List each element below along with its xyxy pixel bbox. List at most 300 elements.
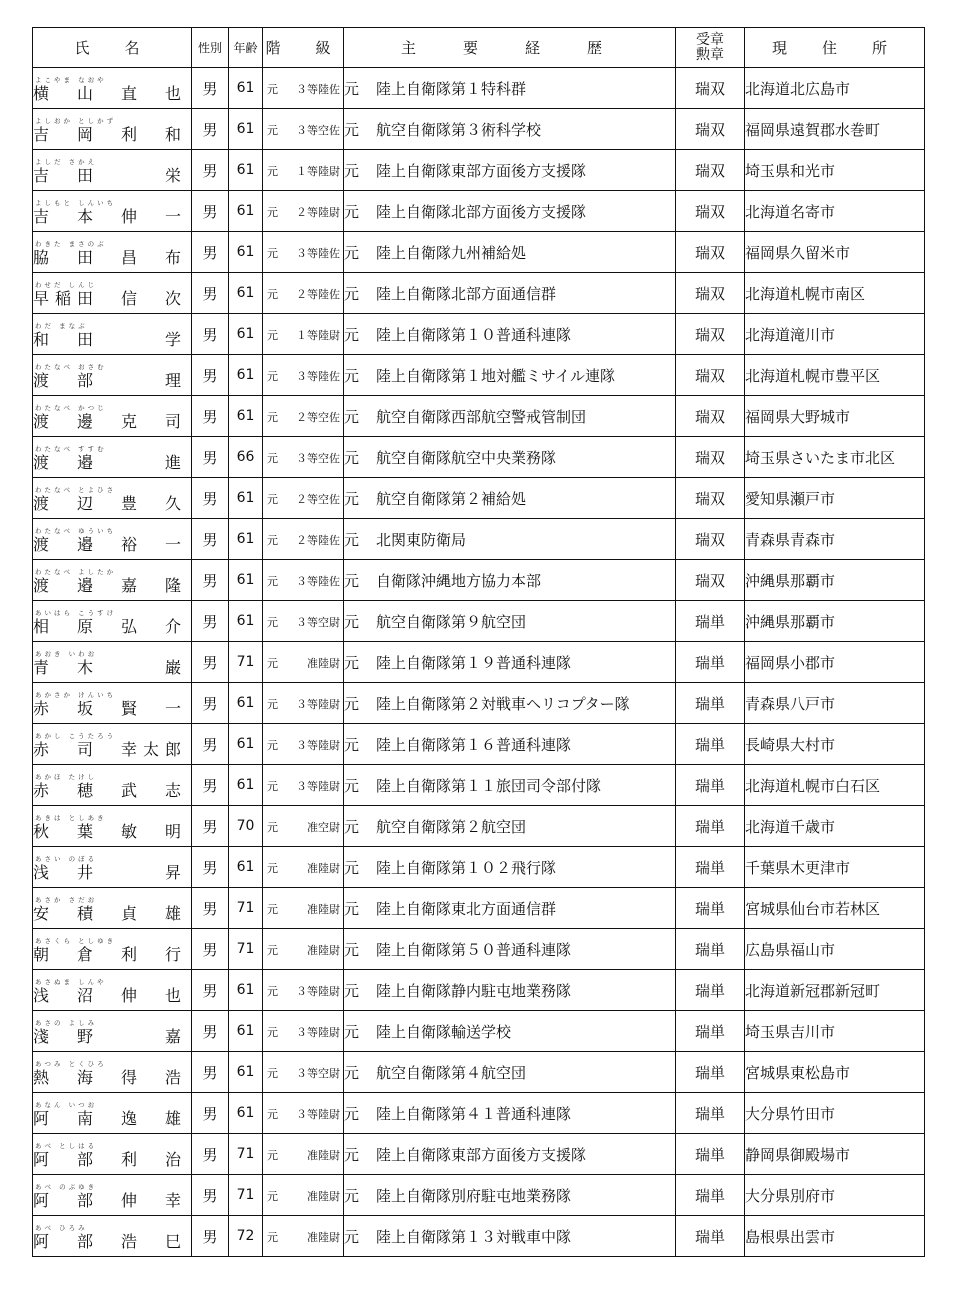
name-cell [33,1052,192,1093]
career-value: 航空自衛隊第２航空団 [376,817,527,836]
age-cell: 61 [229,724,263,765]
career-cell [344,519,676,560]
rank-value: 准陸尉 [307,903,340,916]
person-name: 赤 穂 武 志 [33,781,188,800]
career-prefix: 元 [344,489,360,508]
sex-cell: 男 [192,437,229,478]
rank-cell [263,191,344,232]
rank-value: ２等空佐 [296,493,340,506]
name-cell [33,437,192,478]
name-reading: わたなべ ゆういち [35,527,117,535]
header-name: 氏 名 [33,28,192,68]
age-cell: 61 [229,601,263,642]
career-value: 陸上自衛隊北部方面通信群 [376,284,557,303]
award-cell: 瑞単 [676,888,745,929]
person-name: 秋 葉 敏 明 [33,822,188,841]
rank-value: ３等陸尉 [296,739,340,752]
name-cell [33,109,192,150]
sex-cell: 男 [192,109,229,150]
name-cell [33,642,192,683]
name-reading: あさの よしみ [35,1019,98,1027]
career-prefix: 元 [344,79,360,98]
sex-cell: 男 [192,560,229,601]
name-cell [33,1175,192,1216]
person-name: 渡 邊 克 司 [33,412,188,431]
header-award-line2: 勲章 [696,46,724,63]
age-cell: 61 [229,109,263,150]
rank-value: ３等陸尉 [296,1108,340,1121]
name-cell [33,478,192,519]
name-cell [33,1011,192,1052]
name-cell [33,396,192,437]
award-cell: 瑞単 [676,601,745,642]
name-cell [33,519,192,560]
career-cell [344,929,676,970]
address-cell: 北海道名寄市 [745,191,925,232]
table-row [33,1093,925,1134]
rank-cell [263,970,344,1011]
name-cell [33,847,192,888]
sex-cell: 男 [192,314,229,355]
career-value: 陸上自衛隊輸送学校 [376,1022,512,1041]
rank-cell [263,847,344,888]
rank-prefix: 元 [267,1149,278,1162]
name-reading: よしおか としかず [35,117,117,125]
person-name: 渡 辺 豊 久 [33,494,188,513]
rank-cell [263,1175,344,1216]
address-cell: 大分県別府市 [745,1175,925,1216]
person-name: 赤 司 幸太郎 [33,740,188,759]
age-cell: 61 [229,150,263,191]
name-reading: わたなべ すすむ [35,445,107,453]
name-cell [33,806,192,847]
career-prefix: 元 [344,612,360,631]
career-value: 陸上自衛隊九州補給処 [376,243,527,262]
table-row [33,847,925,888]
sex-cell: 男 [192,847,229,888]
rank-cell [263,929,344,970]
header-row [33,28,925,68]
person-name: 吉 本 伸 一 [33,207,188,226]
person-name: 浅 井 昇 [33,863,188,882]
rank-prefix: 元 [267,616,278,629]
table-row [33,765,925,806]
name-cell [33,355,192,396]
name-reading: あつみ とくひろ [35,1060,107,1068]
address-cell: 愛知県瀬戸市 [745,478,925,519]
sex-cell: 男 [192,642,229,683]
career-cell [344,191,676,232]
name-cell [33,273,192,314]
career-cell [344,355,676,396]
award-cell: 瑞単 [676,1216,745,1257]
career-prefix: 元 [344,817,360,836]
career-value: 陸上自衛隊第１０２飛行隊 [376,858,557,877]
table-row [33,396,925,437]
age-cell: 70 [229,806,263,847]
career-cell [344,1011,676,1052]
rank-prefix: 元 [267,247,278,260]
rank-value: 准陸尉 [307,944,340,957]
name-reading: わたなべ おさむ [35,363,107,371]
award-cell: 瑞単 [676,1175,745,1216]
career-prefix: 元 [344,284,360,303]
rank-cell [263,724,344,765]
award-cell: 瑞単 [676,847,745,888]
address-cell: 長崎県大村市 [745,724,925,765]
career-value: 陸上自衛隊第１特科群 [376,79,527,98]
address-cell: 沖縄県那覇市 [745,560,925,601]
rank-prefix: 元 [267,575,278,588]
person-name: 早稲田 信 次 [33,289,188,308]
sex-cell: 男 [192,1134,229,1175]
sex-cell: 男 [192,765,229,806]
rank-value: 准陸尉 [307,657,340,670]
rank-cell [263,888,344,929]
rank-prefix: 元 [267,698,278,711]
career-prefix: 元 [344,366,360,385]
address-cell: 千葉県木更津市 [745,847,925,888]
person-name: 浅 沼 伸 也 [33,986,188,1005]
rank-value: 准陸尉 [307,1190,340,1203]
rank-prefix: 元 [267,821,278,834]
award-cell: 瑞単 [676,1052,745,1093]
sex-cell: 男 [192,355,229,396]
career-cell [344,970,676,1011]
rank-value: ３等陸佐 [296,370,340,383]
rank-value: ３等空佐 [296,124,340,137]
rank-prefix: 元 [267,83,278,96]
award-cell: 瑞双 [676,232,745,273]
award-cell: 瑞単 [676,765,745,806]
name-cell [33,191,192,232]
rank-cell [263,560,344,601]
age-cell: 61 [229,232,263,273]
award-cell: 瑞単 [676,1134,745,1175]
age-cell: 71 [229,1175,263,1216]
rank-prefix: 元 [267,452,278,465]
name-reading: あいはら こうすけ [35,609,117,617]
rank-value: ２等陸尉 [296,206,340,219]
rank-value: ３等陸尉 [296,1026,340,1039]
award-cell: 瑞単 [676,929,745,970]
table-row [33,1216,925,1257]
address-cell: 福岡県遠賀郡水巻町 [745,109,925,150]
career-prefix: 元 [344,448,360,467]
sex-cell: 男 [192,1052,229,1093]
rank-cell [263,642,344,683]
sex-cell: 男 [192,396,229,437]
career-cell [344,314,676,355]
name-cell [33,314,192,355]
career-value: 陸上自衛隊東部方面後方支援隊 [376,1145,587,1164]
award-cell: 瑞双 [676,150,745,191]
address-cell: 埼玉県和光市 [745,150,925,191]
career-prefix: 元 [344,694,360,713]
address-cell: 北海道千歳市 [745,806,925,847]
rank-cell [263,314,344,355]
header-award-line1: 受章 [696,31,724,48]
person-name: 阿 南 逸 雄 [33,1109,188,1128]
age-cell: 61 [229,273,263,314]
name-cell [33,765,192,806]
table-row [33,642,925,683]
rank-value: ３等空佐 [296,452,340,465]
age-cell: 61 [229,1093,263,1134]
age-cell: 61 [229,847,263,888]
rank-value: ３等空尉 [296,616,340,629]
name-reading: わたなべ とよひさ [35,486,117,494]
age-cell: 61 [229,191,263,232]
sex-cell: 男 [192,888,229,929]
career-value: 航空自衛隊第２補給処 [376,489,527,508]
table-row [33,150,925,191]
career-prefix: 元 [344,1063,360,1082]
address-cell: 北海道札幌市白石区 [745,765,925,806]
career-value: 陸上自衛隊第１３対戦車中隊 [376,1227,572,1246]
rank-prefix: 元 [267,780,278,793]
sex-cell: 男 [192,929,229,970]
rank-prefix: 元 [267,534,278,547]
career-cell [344,724,676,765]
person-name: 和 田 学 [33,330,188,349]
career-cell [344,68,676,109]
career-prefix: 元 [344,1145,360,1164]
award-cell: 瑞双 [676,191,745,232]
table-row [33,929,925,970]
sex-cell: 男 [192,1175,229,1216]
career-cell [344,806,676,847]
rank-cell [263,232,344,273]
table-row [33,355,925,396]
name-reading: わせだ しんじ [35,281,98,289]
career-cell [344,1093,676,1134]
age-cell: 61 [229,68,263,109]
career-prefix: 元 [344,120,360,139]
career-prefix: 元 [344,858,360,877]
career-prefix: 元 [344,981,360,1000]
career-prefix: 元 [344,202,360,221]
person-name: 渡 邉 進 [33,453,188,472]
person-name: 熱 海 得 浩 [33,1068,188,1087]
name-cell [33,68,192,109]
address-cell: 北海道北広島市 [745,68,925,109]
rank-value: １等陸尉 [296,165,340,178]
table-row [33,724,925,765]
name-cell [33,560,192,601]
sex-cell: 男 [192,478,229,519]
name-reading: あべ ひろみ [35,1224,88,1232]
rank-prefix: 元 [267,1067,278,1080]
career-prefix: 元 [344,940,360,959]
sex-cell: 男 [192,68,229,109]
rank-value: 准陸尉 [307,1231,340,1244]
career-cell [344,1175,676,1216]
rank-cell [263,601,344,642]
rank-cell [263,68,344,109]
rank-value: ３等陸尉 [296,985,340,998]
rank-cell [263,150,344,191]
sex-cell: 男 [192,1216,229,1257]
table-row [33,437,925,478]
age-cell: 61 [229,970,263,1011]
header-career: 主 要 経 歴 [344,28,676,68]
rank-prefix: 元 [267,944,278,957]
table-row [33,560,925,601]
sex-cell: 男 [192,519,229,560]
rank-cell [263,806,344,847]
rank-prefix: 元 [267,1026,278,1039]
address-cell: 埼玉県吉川市 [745,1011,925,1052]
name-cell [33,724,192,765]
address-cell: 宮城県東松島市 [745,1052,925,1093]
sex-cell: 男 [192,150,229,191]
career-cell [344,765,676,806]
rank-cell [263,683,344,724]
career-cell [344,273,676,314]
name-reading: あなん いつお [35,1101,98,1109]
rank-prefix: 元 [267,1231,278,1244]
age-cell: 72 [229,1216,263,1257]
rank-value: ３等陸佐 [296,575,340,588]
address-cell: 北海道札幌市南区 [745,273,925,314]
address-cell: 北海道新冠郡新冠町 [745,970,925,1011]
career-value: 自衛隊沖縄地方協力本部 [376,571,542,590]
rank-prefix: 元 [267,985,278,998]
career-value: 北関東防衛局 [376,530,467,549]
sex-cell: 男 [192,1011,229,1052]
career-cell [344,109,676,150]
career-value: 航空自衛隊航空中央業務隊 [376,448,557,467]
sex-cell: 男 [192,970,229,1011]
table-row [33,191,925,232]
career-value: 航空自衛隊第４航空団 [376,1063,527,1082]
person-name: 赤 坂 賢 一 [33,699,188,718]
table-row [33,232,925,273]
name-reading: よしだ さかえ [35,158,98,166]
award-cell: 瑞双 [676,355,745,396]
address-cell: 青森県八戸市 [745,683,925,724]
name-reading: あさい のぼる [35,855,98,863]
rank-cell [263,1011,344,1052]
career-value: 陸上自衛隊第５０普通科連隊 [376,940,572,959]
person-name: 安 積 貞 雄 [33,904,188,923]
career-value: 陸上自衛隊東部方面後方支援隊 [376,161,587,180]
career-value: 陸上自衛隊別府駐屯地業務隊 [376,1186,572,1205]
person-name: 淺 野 嘉 [33,1027,188,1046]
name-reading: あかし こうたろう [35,732,117,740]
rank-cell [263,396,344,437]
table-row [33,1175,925,1216]
age-cell: 61 [229,396,263,437]
career-value: 陸上自衛隊第２対戦車ヘリコプター隊 [376,694,630,713]
rank-value: ２等空佐 [296,411,340,424]
career-prefix: 元 [344,407,360,426]
table-row [33,519,925,560]
name-reading: あさくら としゆき [35,937,117,945]
rank-prefix: 元 [267,206,278,219]
career-prefix: 元 [344,161,360,180]
address-cell: 福岡県大野城市 [745,396,925,437]
rank-value: ３等陸佐 [296,247,340,260]
address-cell: 福岡県久留米市 [745,232,925,273]
address-cell: 埼玉県さいたま市北区 [745,437,925,478]
rank-prefix: 元 [267,1108,278,1121]
award-cell: 瑞双 [676,560,745,601]
name-reading: あかほ たけし [35,773,98,781]
career-cell [344,1216,676,1257]
career-cell [344,1134,676,1175]
career-cell [344,683,676,724]
age-cell: 61 [229,1011,263,1052]
person-name: 渡 部 理 [33,371,188,390]
person-name: 吉 田 栄 [33,166,188,185]
header-award [676,28,745,68]
career-cell [344,150,676,191]
name-cell [33,150,192,191]
career-value: 航空自衛隊第９航空団 [376,612,527,631]
career-value: 陸上自衛隊第１地対艦ミサイル連隊 [376,366,615,385]
award-cell: 瑞単 [676,724,745,765]
career-value: 航空自衛隊第３術科学校 [376,120,542,139]
rank-cell [263,437,344,478]
rank-cell [263,109,344,150]
rank-value: ３等空尉 [296,1067,340,1080]
age-cell: 61 [229,314,263,355]
age-cell: 71 [229,929,263,970]
name-reading: わだ まなぶ [35,322,88,330]
rank-prefix: 元 [267,329,278,342]
rank-prefix: 元 [267,411,278,424]
address-cell: 宮城県仙台市若林区 [745,888,925,929]
person-name: 脇 田 昌 布 [33,248,188,267]
person-name: 阿 部 利 治 [33,1150,188,1169]
award-cell: 瑞単 [676,642,745,683]
career-value: 陸上自衛隊第１６普通科連隊 [376,735,572,754]
age-cell: 61 [229,478,263,519]
header-address: 現 住 所 [745,28,925,68]
name-reading: あべ のぶゆき [35,1183,98,1191]
career-cell [344,847,676,888]
age-cell: 61 [229,519,263,560]
table-row [33,68,925,109]
rank-value: ２等陸佐 [296,288,340,301]
table-row [33,1052,925,1093]
name-reading: あおき いわお [35,650,98,658]
career-prefix: 元 [344,1104,360,1123]
age-cell: 66 [229,437,263,478]
career-prefix: 元 [344,1227,360,1246]
address-cell: 静岡県御殿場市 [745,1134,925,1175]
rank-prefix: 元 [267,288,278,301]
table-row [33,970,925,1011]
table-row [33,601,925,642]
career-prefix: 元 [344,325,360,344]
rank-prefix: 元 [267,862,278,875]
rank-cell [263,1052,344,1093]
career-prefix: 元 [344,571,360,590]
award-cell: 瑞単 [676,683,745,724]
name-cell [33,888,192,929]
name-reading: あべ としはる [35,1142,98,1150]
career-prefix: 元 [344,735,360,754]
career-cell [344,888,676,929]
header-sex: 性別 [192,28,229,68]
award-cell: 瑞双 [676,273,745,314]
career-value: 陸上自衛隊北部方面後方支援隊 [376,202,587,221]
age-cell: 61 [229,1052,263,1093]
person-name: 青 木 巌 [33,658,188,677]
